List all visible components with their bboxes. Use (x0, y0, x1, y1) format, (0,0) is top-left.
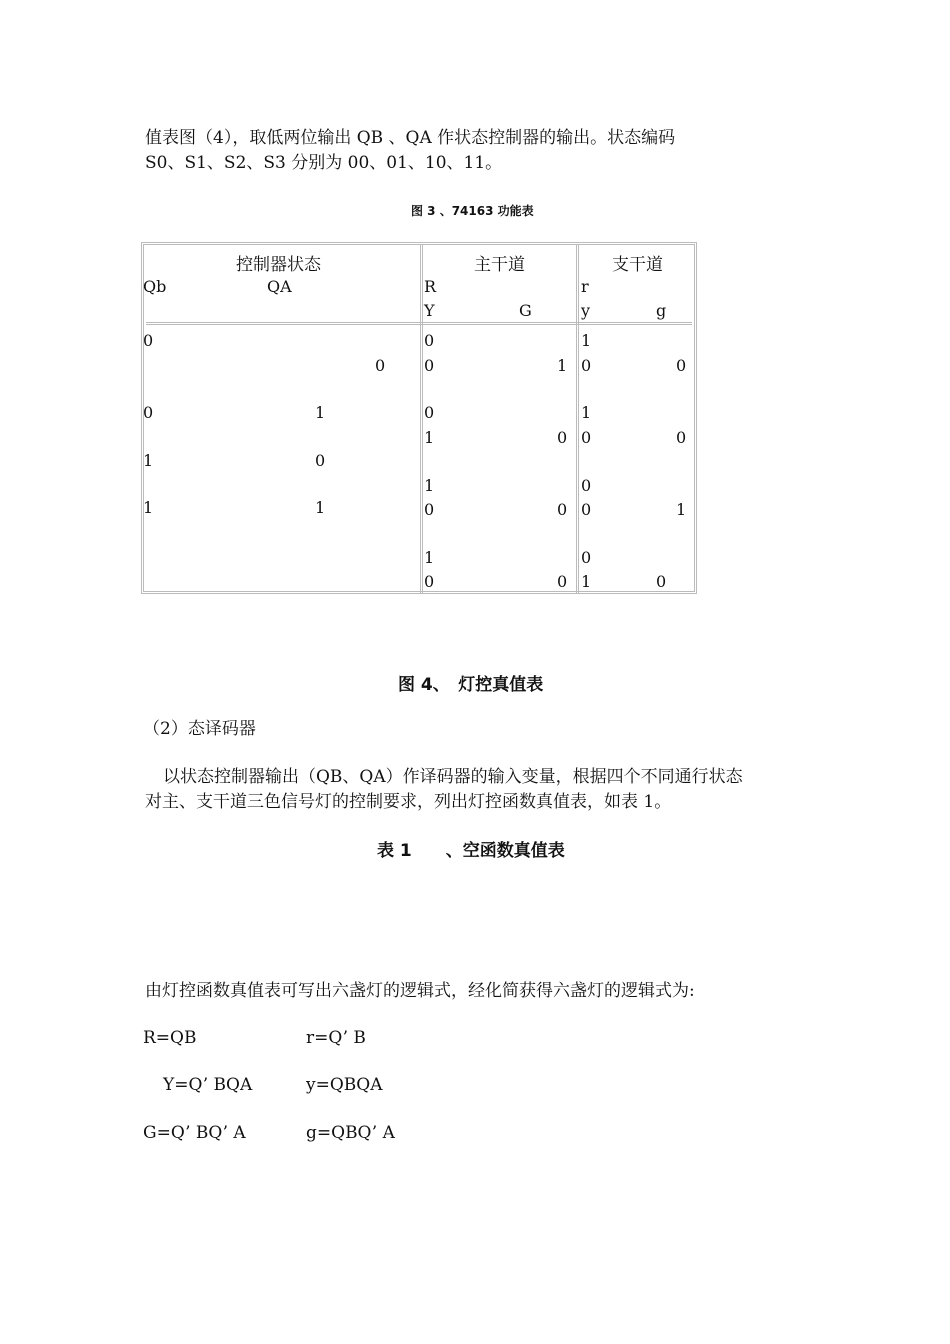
cell-d3: 1 (424, 548, 435, 567)
cell-c1: 1 (143, 451, 154, 470)
cell-c5: 0 (557, 500, 568, 519)
intro-line-1: 值表图（4），取低两位输出 QB 、QA 作状态控制器的输出。状态编码 (145, 128, 676, 148)
cell-d7: 1 (581, 572, 592, 591)
header-branch-road: 支干道 (612, 255, 663, 275)
cell-c7: 0 (581, 500, 592, 519)
cell-a2: 0 (375, 356, 386, 375)
cell-d8: 0 (656, 572, 667, 591)
table1-caption: 表 1 、空函数真值表 (377, 841, 565, 861)
cell-c2: 0 (315, 451, 326, 470)
table-divider-2 (576, 244, 579, 594)
header-controller-state: 控制器状态 (236, 255, 321, 275)
section2-title: （2）态译码器 (143, 719, 256, 739)
cell-b7: 0 (581, 428, 592, 447)
col-qb: Qb (143, 277, 167, 296)
table-divider-1 (420, 244, 423, 594)
cell-c8: 1 (676, 500, 687, 519)
cell-c4: 0 (424, 500, 435, 519)
col-y: y (581, 301, 591, 320)
cell-b1: 0 (143, 403, 154, 422)
cell-b4: 1 (424, 428, 435, 447)
col-Y: Y (424, 301, 435, 320)
header-main-road: 主干道 (474, 255, 525, 275)
cell-a8: 0 (676, 356, 687, 375)
col-r: r (581, 277, 589, 296)
cell-d2: 1 (315, 498, 326, 517)
formula-Y: Y=Q’ BQA (163, 1075, 253, 1095)
formula-g: g=QBQ’ A (306, 1123, 395, 1143)
cell-a1: 0 (143, 331, 154, 350)
cell-b8: 0 (676, 428, 687, 447)
cell-c3: 1 (424, 476, 435, 495)
formula-r: r=Q’ B (306, 1028, 366, 1048)
cell-d5: 0 (557, 572, 568, 591)
col-R: R (424, 277, 437, 296)
formula-R: R=QB (143, 1028, 197, 1048)
cell-a6: 1 (581, 331, 592, 350)
cell-a5: 1 (557, 356, 568, 375)
table-border (141, 242, 697, 594)
fig4-caption: 图 4、 灯控真值表 (398, 675, 544, 695)
cell-d1: 1 (143, 498, 154, 517)
cell-b5: 0 (557, 428, 568, 447)
cell-c6: 0 (581, 476, 592, 495)
fig3-caption: 图 3 、74163 功能表 (411, 204, 534, 218)
cell-a4: 0 (424, 356, 435, 375)
col-qa: QA (267, 277, 292, 296)
col-G: G (519, 301, 532, 320)
formula-y: y=QBQA (306, 1075, 383, 1095)
cell-d6: 0 (581, 548, 592, 567)
para2-line-1: 以状态控制器输出（QB、QA）作译码器的输入变量，根据四个不同通行状态 (163, 767, 743, 787)
para3: 由灯控函数真值表可写出六盏灯的逻辑式，经化简获得六盏灯的逻辑式为: (145, 981, 695, 1001)
para2-line-2: 对主、支干道三色信号灯的控制要求，列出灯控函数真值表，如表 1。 (145, 792, 672, 812)
formula-G: G=Q’ BQ’ A (143, 1123, 246, 1143)
col-g: g (656, 301, 667, 320)
cell-a3: 0 (424, 331, 435, 350)
intro-line-2: S0、S1、S2、S3 分别为 00、01、10、11。 (145, 153, 503, 173)
cell-d4: 0 (424, 572, 435, 591)
header-divider (146, 322, 692, 325)
cell-b2: 1 (315, 403, 326, 422)
cell-b6: 1 (581, 403, 592, 422)
cell-b3: 0 (424, 403, 435, 422)
cell-a7: 0 (581, 356, 592, 375)
